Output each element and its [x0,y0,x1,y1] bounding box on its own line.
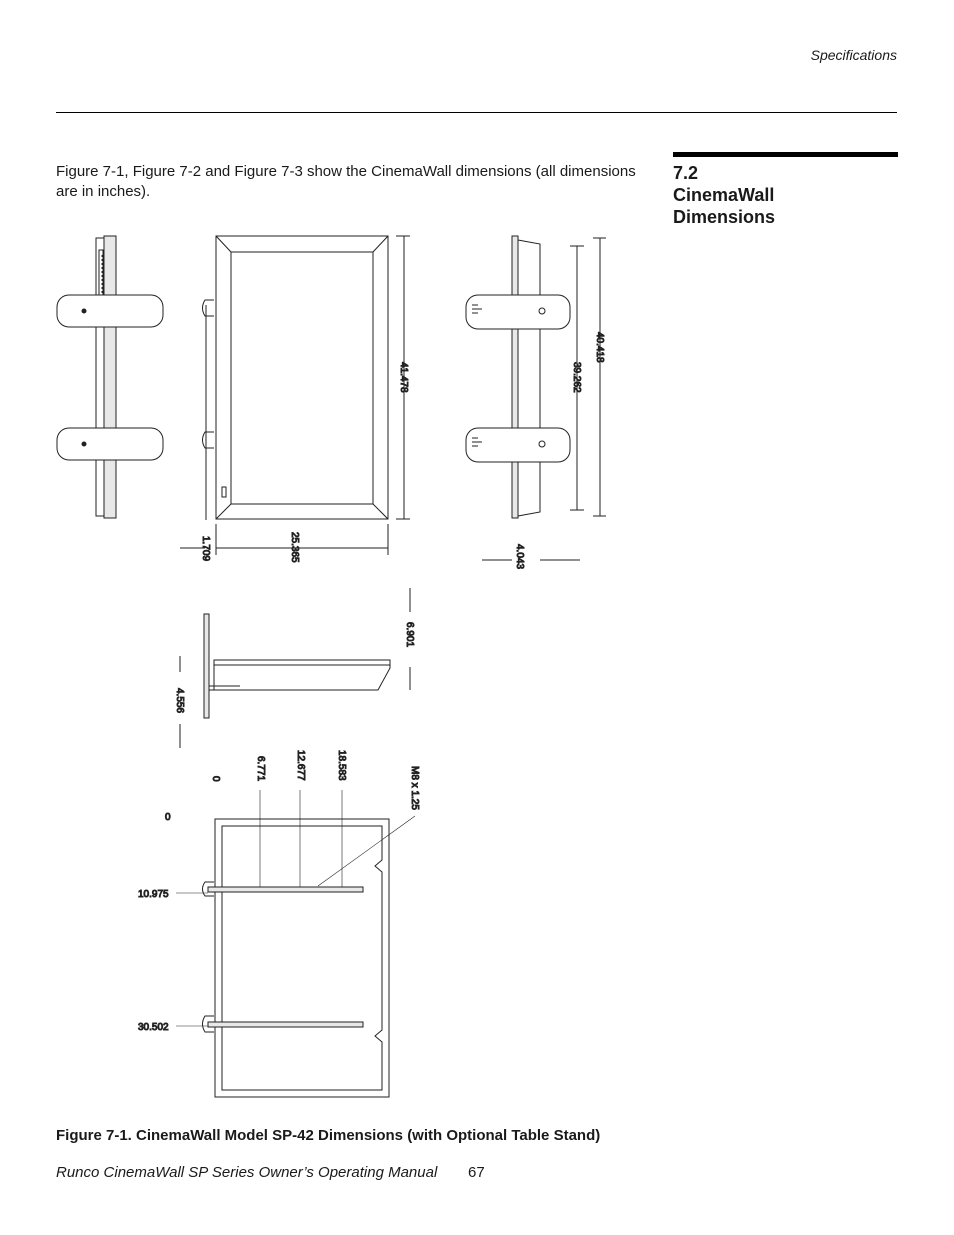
rear-y-mark-2: 30.502 [138,1022,169,1033]
footer-page-number: 67 [468,1164,485,1181]
side-height-a-dim: 40.418 [594,332,605,363]
section-title-line1: CinemaWall [673,185,775,205]
front-height-dim: 41.478 [398,362,409,393]
figure-caption: Figure 7-1. CinemaWall Model SP-42 Dimensions (with Optional Table Stand) [56,1127,601,1144]
top-stand-dim: 4.556 [174,688,185,714]
section-number: 7.2 [673,163,699,183]
running-header: Specifications [810,47,897,63]
intro-paragraph: Figure 7-1, Figure 7-2 and Figure 7-3 show the CinemaWall dimensions (all dimensions are in inches). [56,163,636,200]
front-width-dim: 25.365 [289,532,300,563]
front-view [180,236,410,555]
rear-x-mark-3: 18.583 [336,750,347,781]
section-title-line2: Dimensions [673,207,776,227]
rear-x-mark-1: 6.771 [255,756,266,782]
rear-screw-label: M8 x 1.25 [409,766,420,810]
rear-view [176,790,415,1097]
side-view-left [57,236,163,518]
side-height-b-dim: 39.262 [571,362,582,393]
rear-y-mark-1: 10.975 [138,889,169,900]
top-view [180,588,410,748]
side-depth-dim: 4.043 [514,544,525,570]
rear-y-mark-0: 0 [165,812,171,823]
rear-x-mark-0: 0 [210,776,221,782]
footer-manual-title: Runco CinemaWall SP Series Owner’s Operating Manual [56,1164,438,1181]
side-view-right [466,236,606,560]
top-depth-dim: 6.901 [404,622,415,648]
rear-x-mark-2: 12.677 [295,750,306,781]
front-bezel-dim: 1.709 [200,536,211,562]
